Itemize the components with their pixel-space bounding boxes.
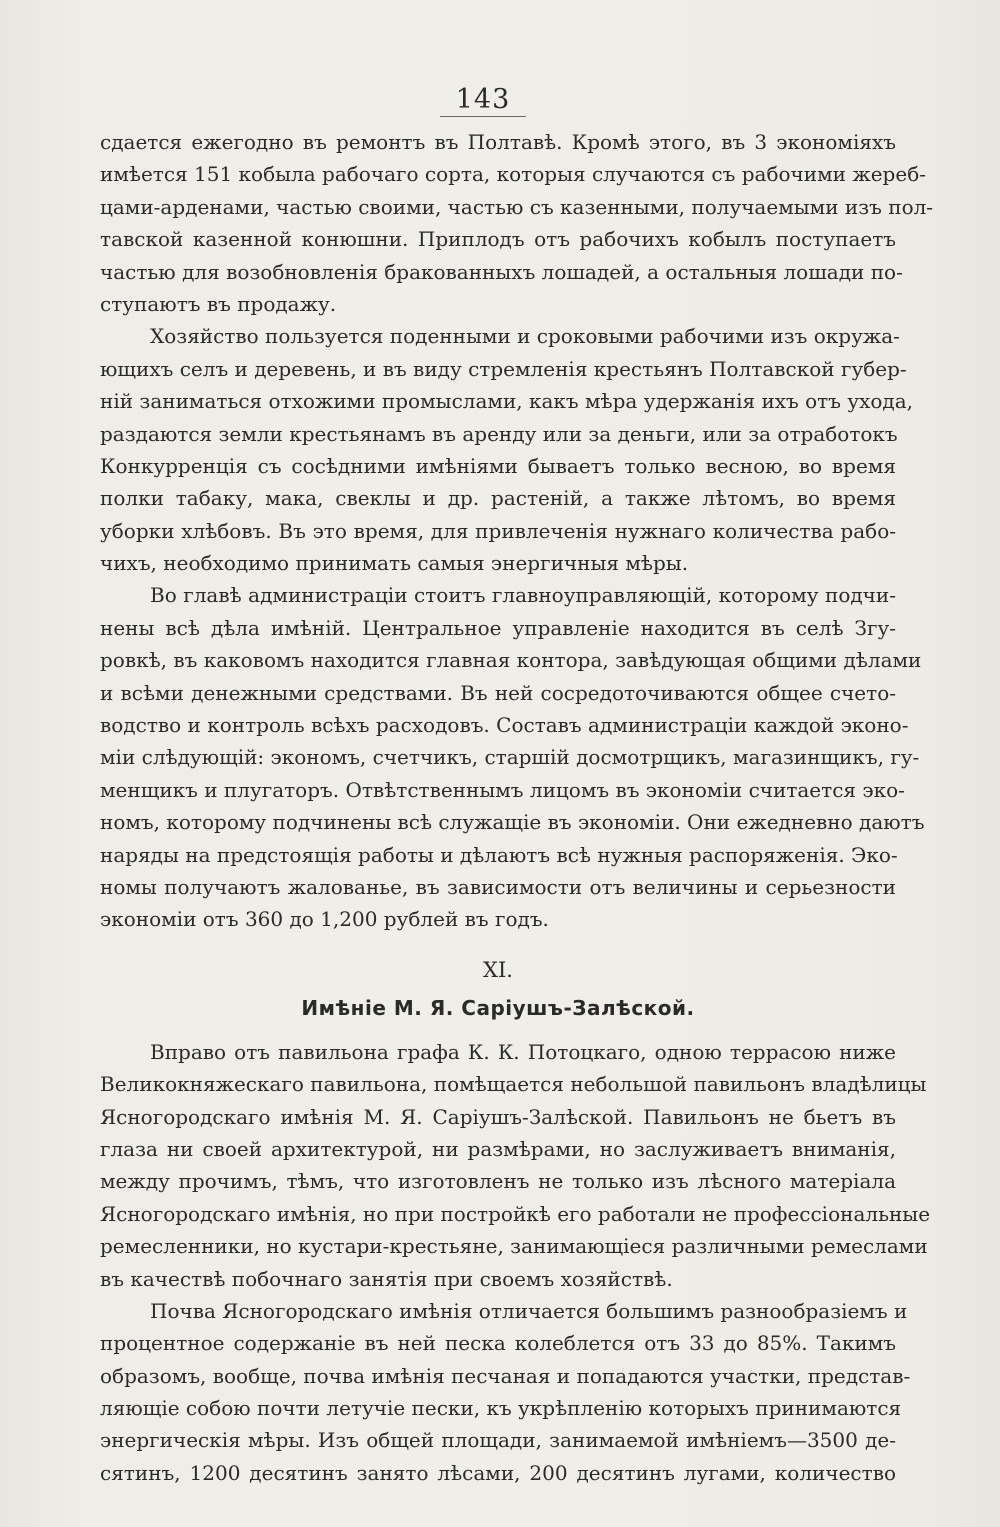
text-line: имѣется 151 кобыла рабочаго сорта, которыя случаются съ рабочими жереб-: [100, 162, 926, 187]
paragraph: [100, 1036, 931, 1295]
text-line: тавской казенной конюшни. Приплодъ отъ рабочихъ кобылъ поступаетъ: [100, 227, 896, 252]
text-line: сдается ежегодно въ ремонтъ въ Полтавѣ. Кромѣ этого, въ 3 экономіяхъ: [100, 130, 896, 154]
text-line: Великокняжескаго павильона, помѣщается небольшой павильонъ владѣлицы: [100, 1072, 927, 1097]
text-line: Ясногородскаго имѣнія, но при постройкѣ его работали не профессіональные: [100, 1201, 931, 1226]
text-line: менщикъ и плугаторъ. Отвѣтственнымъ лицомъ въ экономіи считается эко-: [100, 777, 905, 802]
section-number: XI.: [483, 957, 513, 982]
text-line: міи слѣдующій: экономъ, счетчикъ, старшій досмотрщикъ, магазинщикъ, гу-: [100, 745, 920, 770]
text-line: ровкѣ, въ каковомъ находится главная контора, завѣдующая общими дѣлами: [100, 648, 922, 673]
text-line: цами-арденами, частью своими, частью съ казенными, получаемыми изъ пол-: [100, 194, 934, 219]
text-line: Конкурренція съ сосѣдними имѣніями бываетъ только весною, во время: [100, 453, 896, 478]
text-line: экономіи отъ 360 до 1,200 рублей въ годъ.: [100, 907, 549, 932]
text-line: энергическія мѣры. Изъ общей площади, занимаемой имѣніемъ—3500 де-: [100, 1428, 896, 1453]
text-line: раздаются земли крестьянамъ въ аренду или за деньги, или за отработокъ: [100, 421, 898, 446]
text-line: полки табаку, мака, свеклы и др. растеній, а также лѣтомъ, во время: [100, 486, 896, 511]
text-line: Ясногородскаго имѣнія М. Я. Саріушъ-Залѣской. Павильонъ не бьетъ въ: [100, 1104, 896, 1129]
text-line: ступаютъ въ продажу.: [100, 291, 337, 316]
text-line: образомъ, вообще, почва имѣнія песчаная и попадаются участки, представ-: [100, 1363, 911, 1388]
text-line: и всѣми денежными средствами. Въ ней сосредоточиваются общее счето-: [100, 680, 896, 705]
text-line: частью для возобновленія бракованныхъ лошадей, а остальныя лошади по-: [100, 259, 903, 284]
text-line: ній заниматься отхожими промыслами, какъ мѣра удержанія ихъ отъ ухода,: [100, 389, 914, 414]
text-line: наряды на предстоящія работы и дѣлаютъ всѣ нужныя распоряженія. Эко-: [100, 842, 898, 867]
page-number: 143: [455, 84, 511, 115]
text-line: процентное содержаніе въ ней песка колеблется отъ 33 до 85%. Такимъ: [100, 1331, 896, 1356]
header-rule: [440, 116, 526, 117]
text-line: Во главѣ администраціи стоитъ главноуправляющій, которому подчи-: [150, 583, 896, 608]
text-line: уборки хлѣбовъ. Въ это время, для привлеченія нужнаго количества рабо-: [100, 518, 896, 543]
text-line: ющихъ селъ и деревень, и въ виду стремленія крестьянъ Полтавской губер-: [100, 356, 907, 381]
text-line: номы получаютъ жалованье, въ зависимости отъ величины и серьезности: [100, 874, 896, 899]
text-line: водство и контроль всѣхъ расходовъ. Составъ администраціи каждой эконо-: [100, 713, 909, 738]
paragraph: [100, 126, 934, 320]
text-line: чихъ, необходимо принимать самыя энергичныя мѣры.: [100, 551, 689, 576]
text-line: Хозяйство пользуется поденными и сроковыми рабочими изъ окружа-: [150, 324, 900, 349]
text-line: между прочимъ, тѣмъ, что изготовленъ не только изъ лѣсного матеріала: [100, 1169, 896, 1194]
text-line: сятинъ, 1200 десятинъ занято лѣсами, 200 десятинъ лугами, количество: [100, 1460, 896, 1485]
paragraph: [100, 579, 925, 935]
section-title: Имѣніе М. Я. Саріушъ-Залѣской.: [301, 995, 695, 1020]
text-line: глаза ни своей архитектурой, ни размѣрами, но заслуживаетъ вниманія,: [100, 1136, 896, 1161]
text-line: ремесленники, но кустари-крестьяне, занимающіеся различными ремеслами: [100, 1234, 928, 1259]
text-line: Вправо отъ павильона графа К. К. Потоцкаго, одною террасою ниже: [150, 1039, 896, 1064]
body-text: [100, 126, 934, 1489]
paragraph: [100, 320, 914, 579]
text-line: номъ, которому подчинены всѣ служащіе въ экономіи. Они ежедневно даютъ: [100, 810, 925, 835]
text-line: ляющіе собою почти летучіе пески, къ укрѣпленію которыхъ принимаются: [100, 1396, 902, 1421]
paragraph: [100, 1295, 911, 1489]
text-line: нены всѣ дѣла имѣній. Центральное управленіе находится въ селѣ Згу-: [100, 615, 896, 640]
text-line: Почва Ясногородскаго имѣнія отличается большимъ разнообразіемъ и: [150, 1298, 908, 1323]
text-line: въ качествѣ побочнаго занятія при своемъ хозяйствѣ.: [100, 1266, 673, 1291]
